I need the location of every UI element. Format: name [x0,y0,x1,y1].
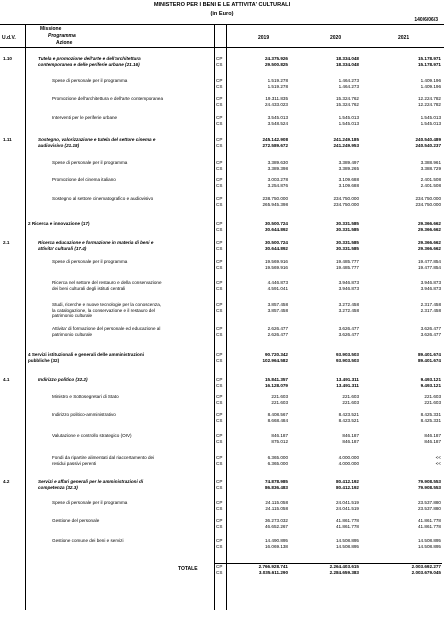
cs-value-2019: 102.964.582 [262,357,288,363]
row-description: Servizi e affari generali per le amministrazioni di [38,479,144,484]
cs-label: CS [216,438,223,444]
cp-label: CP [216,196,223,201]
cp-value-2021: 3.946.873 [420,280,441,285]
cs-value-2019: 24.115.058 [265,505,288,511]
cs-label: CS [216,484,223,490]
cp-value-2020: 18.334.048 [336,56,359,61]
cs-value-2019: 3.857.458 [267,307,288,313]
cp-value-2020: 241.249.185 [333,137,359,142]
cs-value-2021: 2.317.458 [420,307,441,313]
cs-value-2019: 16.128.079 [265,382,288,388]
cs-label: CS [216,523,223,529]
row-description: 2 Ricerca e innovazione (17) [28,221,90,226]
cs-value-2019: 272.589.672 [262,142,288,148]
cs-value-2019: 30.644.892 [265,226,288,232]
cs-value-2020: 13.491.311 [336,382,359,388]
cs-value-2020: 18.334.048 [336,61,359,67]
row-description: Valutazione e controllo strategico (OIV) [52,433,132,438]
cs-value-2021: 19.477.854 [418,264,441,270]
total-cp-2020: 2.264.403.615 [329,564,359,569]
row-description: Promozione del cinema italiano [52,177,116,182]
cs-label: CS [216,505,223,511]
cp-label: CP [216,455,223,460]
column-divider [214,24,215,610]
col-azione: Azione [56,40,73,46]
cp-value-2019: 19.569.916 [265,259,288,264]
cs-value-2019: 4.591.041 [267,285,288,291]
cs-value-2021: 8.425.331 [420,417,441,423]
cp-label: CP [216,240,223,245]
total-cp-2021: 2.003.692.277 [411,564,441,569]
cp-value-2019: 3.545.013 [267,115,288,120]
cp-label: CP [216,56,223,61]
cs-value-2020: 1.545.013 [338,120,359,126]
cs-value-2019: 2.626.477 [267,331,288,337]
cs-label: CS [216,543,223,549]
row-description: Ministro e Sottosegretari di Stato [52,394,119,399]
cp-value-2019: 24.375.926 [265,56,288,61]
row-description: Indirizzo politico (32.2) [38,377,88,382]
row-code: 4.1 [3,377,10,382]
cs-value-2021: 3.946.873 [420,285,441,291]
cp-label: CP [216,538,223,543]
row-description: Spese di personale per il programma [52,259,128,264]
cp-value-2020: 80.412.192 [336,479,359,484]
cp-label: CP [216,78,223,83]
cs-value-2019: 30.644.892 [265,245,288,251]
cp-label: CP [216,160,223,165]
cp-value-2020: 3.272.458 [338,302,359,307]
cs-value-2021: 14.508.895 [418,543,441,549]
row-description: Spese di personale per il programma [52,500,128,505]
row-description: Spese di personale per il programma [52,160,128,165]
cs-value-2020: 30.331.585 [336,245,359,251]
cp-value-2020: 30.331.585 [336,221,359,226]
cs-value-2019: 86.836.483 [265,484,288,490]
cs-label: CS [216,142,223,148]
row-description: Sostegno, valorizzazione e tutela del settore cinema e [38,137,156,142]
cp-label: CP [216,479,223,484]
row-description: dei beni culturali degli istituti centrali [52,285,126,291]
cp-value-2020: 93.903.503 [336,352,359,357]
total-cs-label: CS [216,570,223,575]
cs-value-2020: 241.249.953 [333,142,359,148]
cp-value-2019: 2.626.477 [267,326,288,331]
cp-value-2021: 240.540.489 [415,137,441,142]
cs-value-2020: 234.750.000 [333,201,359,207]
cs-label: CS [216,264,223,270]
cp-value-2021: 19.477.854 [418,259,441,264]
cs-value-2021: 234.750.000 [415,201,441,207]
row-description: Ricerca nel settore del restauro e della conservazione [52,280,162,285]
page-reference: 140/6/06/3 [414,17,438,23]
cp-value-2019: 19.311.835 [265,96,288,101]
cp-value-2021: 1.409.196 [420,78,441,83]
cs-value-2020: 8.423.521 [338,417,359,423]
cs-value-2020: 93.903.503 [336,357,359,363]
cs-label: CS [216,201,223,207]
cs-value-2019: 29.500.825 [265,61,288,67]
cp-label: CP [216,433,223,438]
cs-value-2020: 80.412.192 [336,484,359,490]
row-description: patrimonio culturale [52,331,93,337]
cp-label: CP [216,302,223,307]
cp-value-2021: 89.401.674 [418,352,441,357]
cp-value-2020: 3.109.688 [338,177,359,182]
cs-value-2021: 2.401.508 [420,182,441,188]
cp-value-2019: 846.187 [271,433,288,438]
currency-note: (in Euro) [210,11,234,17]
cp-value-2020: 14.508.895 [336,538,359,543]
cs-value-2020: 14.508.895 [336,543,359,549]
cs-label: CS [216,245,223,251]
cp-label: CP [216,259,223,264]
cs-value-2021: << [435,460,441,466]
cp-value-2019: 90.720.342 [265,352,288,357]
row-description: Attivita' di formazione del personale ed educazione al [52,326,161,331]
cp-value-2021: 12.224.782 [418,96,441,101]
cp-value-2019: 3.389.630 [267,160,288,165]
cs-value-2019: 1.519.278 [267,83,288,89]
total-cs-2019: 3.035.611.290 [258,570,288,575]
cp-label: CP [216,394,223,399]
cs-value-2021: 29.366.662 [418,245,441,251]
cp-label: CP [216,518,223,523]
cs-value-2021: 29.366.662 [418,226,441,232]
row-description: Spese di personale per il programma [52,78,128,83]
cs-value-2021: 79.908.553 [418,484,441,490]
row-description: audiovisivo (21.18) [38,142,80,148]
row-code: 2.1 [3,240,10,245]
row-description: Indirizzo politico-amministrativo [52,412,116,417]
cs-label: CS [216,357,223,363]
cs-label: CS [216,285,223,291]
cp-value-2021: 14.508.895 [418,538,441,543]
cs-value-2019: 46.652.267 [265,523,288,529]
cp-value-2020: 3.389.497 [338,160,359,165]
row-description: Interventi per le periferie urbane [52,115,118,120]
cs-label: CS [216,182,223,188]
cp-value-2021: 1.545.013 [420,115,441,120]
cs-value-2020: 24.041.519 [336,505,359,511]
row-description: la catalogazione, la conservazione e il restauro del [52,307,155,313]
cp-value-2021: 29.366.662 [418,221,441,226]
cp-value-2019: 3.003.278 [267,177,288,182]
cs-value-2021: 41.861.778 [418,523,441,529]
cp-value-2019: 24.115.058 [265,500,288,505]
cs-value-2020: 3.272.458 [338,307,359,313]
cp-value-2020: 1.545.013 [338,115,359,120]
cp-value-2020: 234.750.000 [333,196,359,201]
cp-label: CP [216,177,223,182]
cp-label: CP [216,500,223,505]
cs-label: CS [216,331,223,337]
col-year-2021: 2021 [398,35,410,41]
cs-value-2019: 8.668.484 [267,417,288,423]
cs-value-2019: 3.548.524 [267,120,288,126]
cs-value-2020: 3.626.477 [338,331,359,337]
cp-value-2021: 221.603 [424,394,441,399]
cs-value-2020: 846.187 [342,438,359,444]
row-description: residui passivi perenti [52,460,97,466]
cs-value-2021: 9.493.121 [420,382,441,388]
cs-value-2021: 221.603 [424,399,441,405]
row-description: Gestione del personale [52,518,100,523]
row-code: 4.2 [3,479,10,484]
cp-label: CP [216,221,223,226]
cs-value-2020: 1.464.273 [338,83,359,89]
cs-value-2021: 3.626.477 [420,331,441,337]
cp-value-2021: << [435,455,441,460]
header-bottom-rule [0,47,444,48]
column-divider [25,24,26,610]
total-cs-2021: 2.003.679.045 [411,570,441,575]
cp-value-2021: 2.317.458 [420,302,441,307]
cs-label: CS [216,165,223,171]
row-description: Tutela e promozione dell'arte e dell'architettura [38,56,141,61]
cs-value-2021: 240.540.237 [415,142,441,148]
cp-label: CP [216,96,223,101]
cp-label: CP [216,377,223,382]
cp-value-2019: 36.273.032 [265,518,288,523]
row-description: Studi, ricerche e nuove tecnologie per la conoscenza, [52,302,162,307]
cs-value-2021: 12.224.782 [418,101,441,107]
row-description: Gestione comune dei beni e servizi [52,538,124,543]
cp-value-2021: 3.388.961 [420,160,441,165]
cp-value-2020: 3.946.873 [338,280,359,285]
cs-value-2019: 24.433.023 [265,101,288,107]
cs-value-2019: 19.569.916 [265,264,288,270]
cs-value-2020: 4.000.000 [338,460,359,466]
cs-value-2019: 16.069.138 [265,543,288,549]
row-code: 1.11 [3,137,12,142]
cp-value-2020: 221.603 [342,394,359,399]
cs-label: CS [216,382,223,388]
cs-value-2021: 3.388.729 [420,165,441,171]
cs-value-2020: 3.389.265 [338,165,359,171]
header-top-rule [0,24,444,25]
cs-label: CS [216,307,223,313]
cs-value-2021: 23.537.880 [418,505,441,511]
cp-value-2019: 8.408.567 [267,412,288,417]
col-missione: Missione [40,26,62,32]
row-description: 4 Servizi istituzionali e generali delle amministrazioni [28,352,144,357]
cs-label: CS [216,460,223,466]
cp-value-2019: 15.841.357 [265,377,288,382]
total-cp-2019: 2.766.928.741 [258,564,288,569]
cp-value-2021: 8.425.331 [420,412,441,417]
row-description: attivita' culturali (17.4) [38,245,87,251]
cs-value-2019: 6.365.000 [267,460,288,466]
cp-value-2021: 41.861.778 [418,518,441,523]
cp-label: CP [216,412,223,417]
cp-value-2019: 14.490.895 [265,538,288,543]
cp-value-2021: 3.626.477 [420,326,441,331]
cs-value-2019: 875.012 [271,438,288,444]
cp-value-2021: 234.750.000 [415,196,441,201]
row-description: patrimonio culturale [52,313,93,319]
total-cp-label: CP [216,564,223,569]
cp-value-2020: 8.423.521 [338,412,359,417]
cs-value-2020: 3.109.688 [338,182,359,188]
cs-label: CS [216,226,223,232]
total-cs-2020: 2.284.659.383 [329,570,359,575]
cs-value-2021: 15.178.971 [418,61,441,67]
cp-value-2019: 238.750.000 [262,196,288,201]
total-label: TOTALE [178,566,198,572]
cp-value-2019: 4.446.873 [267,280,288,285]
col-programma: Programma [48,33,76,39]
col-uvl: U.d.V. [2,35,16,41]
cp-value-2021: 29.366.662 [418,240,441,245]
cp-value-2020: 13.491.311 [336,377,359,382]
cs-value-2019: 221.603 [271,399,288,405]
cp-value-2021: 2.401.508 [420,177,441,182]
cp-value-2019: 30.500.724 [265,221,288,226]
cp-value-2020: 41.861.778 [336,518,359,523]
cp-value-2019: 6.365.000 [267,455,288,460]
cp-value-2019: 1.519.278 [267,78,288,83]
cp-value-2020: 24.041.519 [336,500,359,505]
cp-value-2020: 15.324.762 [336,96,359,101]
cs-value-2020: 19.485.777 [336,264,359,270]
cp-label: CP [216,352,223,357]
row-description: Ricerca educazione e formazione in materia di beni e [38,240,154,245]
cs-value-2019: 3.254.876 [267,182,288,188]
cs-value-2020: 221.603 [342,399,359,405]
row-description: competenza (32.3) [38,484,78,490]
cp-value-2021: 846.187 [424,433,441,438]
cp-value-2020: 846.187 [342,433,359,438]
row-description: contemporanea e delle periferie urbane (21.16) [38,61,140,67]
row-description: Sostegno al settore cinematografico e audiovisivo [52,196,154,201]
cp-value-2021: 9.493.121 [420,377,441,382]
cs-value-2020: 15.324.762 [336,101,359,107]
cp-value-2021: 79.908.553 [418,479,441,484]
cp-value-2019: 30.500.724 [265,240,288,245]
cs-value-2021: 1.545.013 [420,120,441,126]
cp-value-2021: 15.178.971 [418,56,441,61]
cp-label: CP [216,137,223,142]
cp-label: CP [216,326,223,331]
cs-value-2021: 89.401.674 [418,357,441,363]
cp-value-2020: 19.485.777 [336,259,359,264]
cp-value-2019: 3.857.458 [267,302,288,307]
cs-label: CS [216,399,223,405]
cp-value-2020: 3.626.477 [338,326,359,331]
cp-value-2021: 23.537.880 [418,500,441,505]
row-description: Fondi da ripartire alimentati dal riaccertamento dei [52,455,155,460]
cp-value-2019: 74.878.985 [265,479,288,484]
cs-value-2020: 41.861.778 [336,523,359,529]
cs-label: CS [216,83,223,89]
cp-value-2020: 4.000.000 [338,455,359,460]
col-year-2019: 2019 [258,35,270,41]
cs-label: CS [216,120,223,126]
cs-value-2021: 846.187 [424,438,441,444]
row-description: pubbliche (32) [28,357,60,363]
cs-value-2020: 3.946.873 [338,285,359,291]
row-description: Promozione dell'architettura e dell'arte contemporanea [52,96,164,101]
cp-value-2020: 1.464.273 [338,78,359,83]
row-code: 1.10 [3,56,12,61]
cs-value-2020: 30.331.585 [336,226,359,232]
cp-value-2019: 245.142.908 [262,137,288,142]
document-title: MINISTERO PER I BENI E LE ATTIVITA' CULTURALI [153,2,291,8]
cs-value-2019: 265.945.398 [262,201,288,207]
cp-label: CP [216,115,223,120]
cs-label: CS [216,61,223,67]
col-year-2020: 2020 [330,35,342,41]
cs-label: CS [216,417,223,423]
cs-value-2019: 3.389.398 [267,165,288,171]
cp-value-2020: 30.331.585 [336,240,359,245]
cs-value-2021: 1.409.196 [420,83,441,89]
cs-label: CS [216,101,223,107]
cp-value-2019: 221.603 [271,394,288,399]
cp-label: CP [216,280,223,285]
